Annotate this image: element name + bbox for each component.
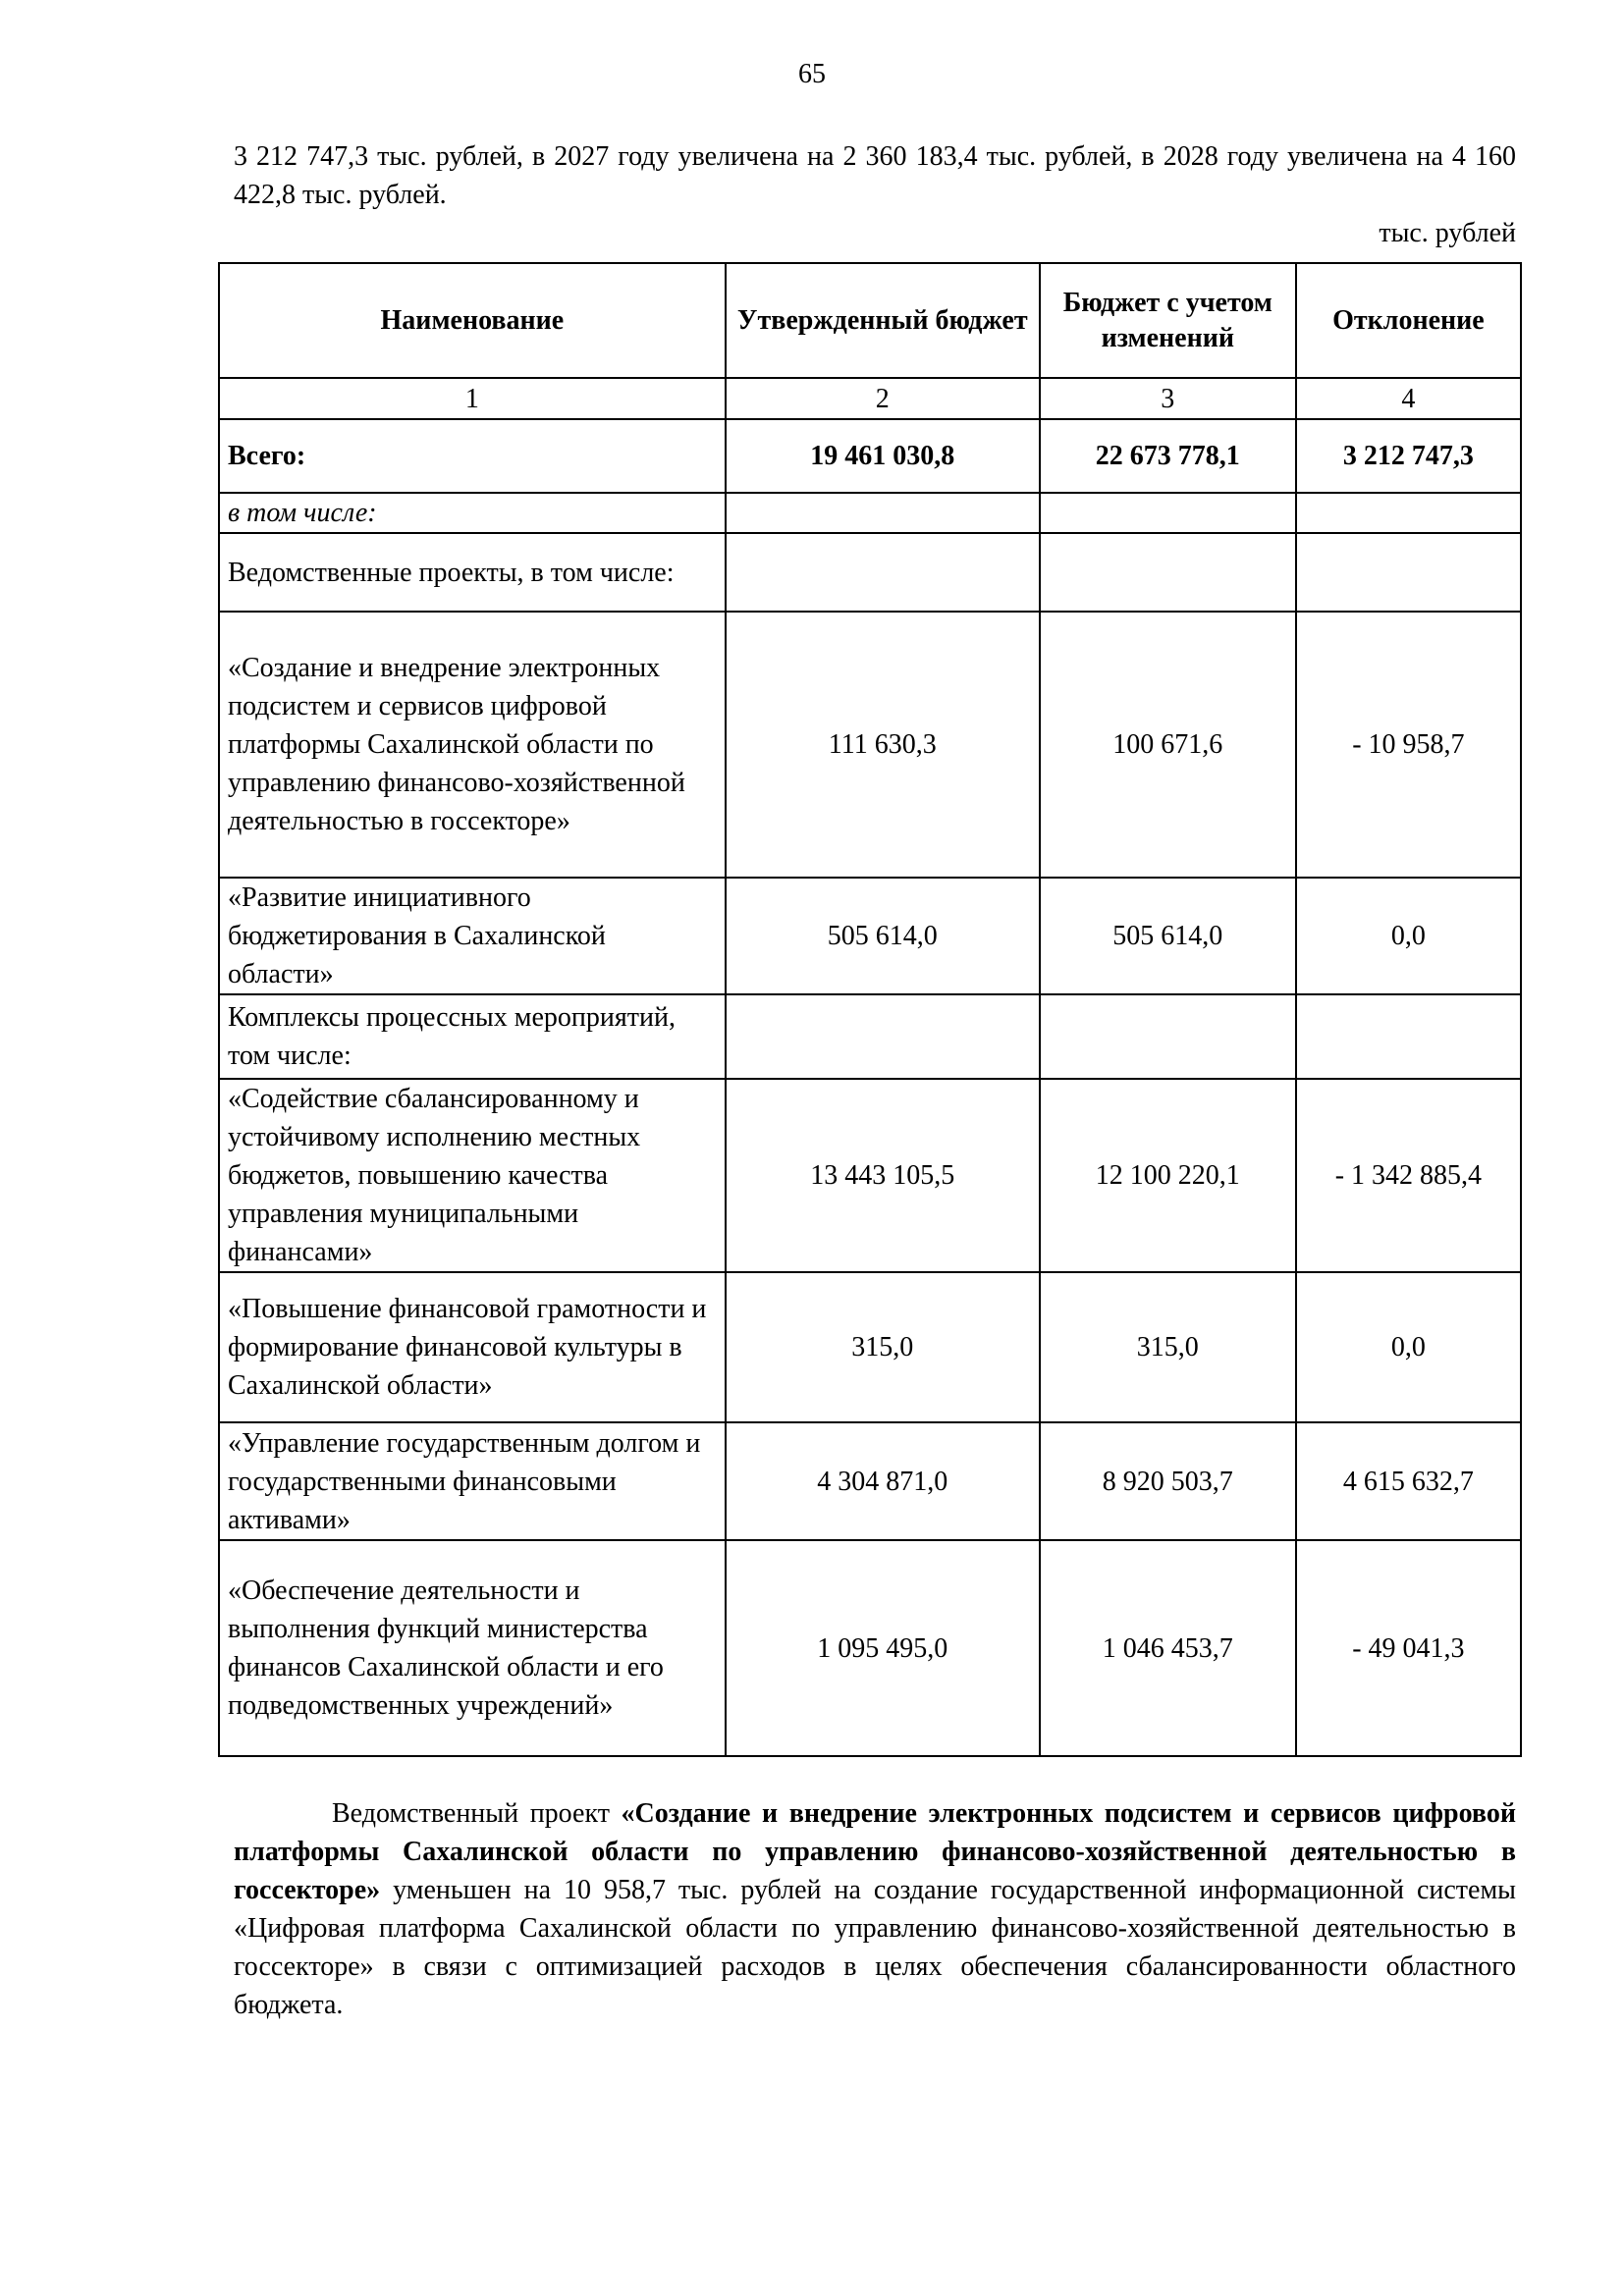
row-name: «Создание и внедрение электронных подсистем и сервисов цифровой платформы Сахалинской области по управлению финансово-хозяйственной деятельностью в госсекторе»	[219, 612, 726, 878]
row-approved: 505 614,0	[726, 878, 1040, 994]
row-name: «Обеспечение деятельности и выполнения функций министерства финансов Сахалинской области и его подведомственных учреждений»	[219, 1540, 726, 1756]
para-lead: Ведомственный проект	[332, 1798, 622, 1829]
header-revised: Бюджет с учетом изменений	[1040, 263, 1296, 378]
intro-paragraph	[234, 137, 1516, 214]
row-name: «Повышение финансовой грамотности и формирование финансовой культуры в Сахалинской области»	[219, 1272, 726, 1422]
row-approved: 1 095 495,0	[726, 1540, 1040, 1756]
row-deviation: - 10 958,7	[1296, 612, 1521, 878]
row-revised: 12 100 220,1	[1040, 1079, 1296, 1272]
row-revised: 8 920 503,7	[1040, 1422, 1296, 1540]
row-approved: 111 630,3	[726, 612, 1040, 878]
column-number: 4	[1296, 378, 1521, 419]
table-row	[219, 1422, 1521, 1540]
row-name: в том числе:	[219, 493, 726, 533]
row-deviation: 0,0	[1296, 878, 1521, 994]
row-approved	[726, 493, 1040, 533]
row-revised: 505 614,0	[1040, 878, 1296, 994]
total-row	[219, 419, 1521, 493]
row-name: Комплексы процессных мероприятий, том числе:	[219, 994, 726, 1079]
row-name: Ведомственные проекты, в том числе:	[219, 533, 726, 612]
row-revised: 315,0	[1040, 1272, 1296, 1422]
unit-label: тыс. рублей	[1379, 218, 1516, 248]
table-row	[219, 612, 1521, 878]
row-approved: 315,0	[726, 1272, 1040, 1422]
para-project-name: «Создание и внедрение электронных подсистем и сервисов цифровой платформы Сахалинской области по управлению финансово-хозяйственной деятельностью в госсекторе»	[234, 1798, 1516, 1905]
table-row	[219, 493, 1521, 533]
row-name: «Развитие инициативного бюджетирования в Сахалинской области»	[219, 878, 726, 994]
table-row	[219, 878, 1521, 994]
header-name: Наименование	[219, 263, 726, 378]
table-row	[219, 533, 1521, 612]
row-name: «Управление государственным долгом и государственными финансовыми активами»	[219, 1422, 726, 1540]
row-revised	[1040, 994, 1296, 1079]
row-deviation	[1296, 994, 1521, 1079]
table-row	[219, 1540, 1521, 1756]
row-deviation: 4 615 632,7	[1296, 1422, 1521, 1540]
header-deviation: Отклонение	[1296, 263, 1521, 378]
total-deviation: 3 212 747,3	[1296, 419, 1521, 493]
row-revised: 1 046 453,7	[1040, 1540, 1296, 1756]
total-revised: 22 673 778,1	[1040, 419, 1296, 493]
row-revised	[1040, 533, 1296, 612]
row-deviation: - 49 041,3	[1296, 1540, 1521, 1756]
table-row	[219, 994, 1521, 1079]
total-approved: 19 461 030,8	[726, 419, 1040, 493]
column-number: 3	[1040, 378, 1296, 419]
row-approved: 4 304 871,0	[726, 1422, 1040, 1540]
explanation-paragraph	[234, 1794, 1516, 2024]
row-deviation	[1296, 533, 1521, 612]
header-approved: Утвержденный бюджет	[726, 263, 1040, 378]
row-deviation: 0,0	[1296, 1272, 1521, 1422]
para-rest: уменьшен на 10 958,7 тыс. рублей на создание государственной информационной системы «Цифровая платформа Сахалинской области по управлению финансово-хозяйственной деятельностью в госсекторе» в связи с оптимизацией расходов в целях обеспечения сбалансированности областного бюджета.	[234, 1875, 1516, 2020]
row-approved	[726, 994, 1040, 1079]
row-approved	[726, 533, 1040, 612]
row-deviation: - 1 342 885,4	[1296, 1079, 1521, 1272]
row-revised: 100 671,6	[1040, 612, 1296, 878]
table-row	[219, 1272, 1521, 1422]
row-name: «Содействие сбалансированному и устойчивому исполнению местных бюджетов, повышению качества управления муниципальными финансами»	[219, 1079, 726, 1272]
intro-text: 3 212 747,3 тыс. рублей, в 2027 году увеличена на 2 360 183,4 тыс. рублей, в 2028 году увеличена на 4 160 422,8 тыс. рублей.	[234, 141, 1516, 210]
row-deviation	[1296, 493, 1521, 533]
header-row	[219, 263, 1521, 378]
column-number-row	[219, 378, 1521, 419]
page-number: 65	[798, 59, 826, 89]
row-approved: 13 443 105,5	[726, 1079, 1040, 1272]
row-revised	[1040, 493, 1296, 533]
total-label: Всего:	[219, 419, 726, 493]
table-row	[219, 1079, 1521, 1272]
budget-table	[218, 262, 1522, 1757]
column-number: 2	[726, 378, 1040, 419]
column-number: 1	[219, 378, 726, 419]
